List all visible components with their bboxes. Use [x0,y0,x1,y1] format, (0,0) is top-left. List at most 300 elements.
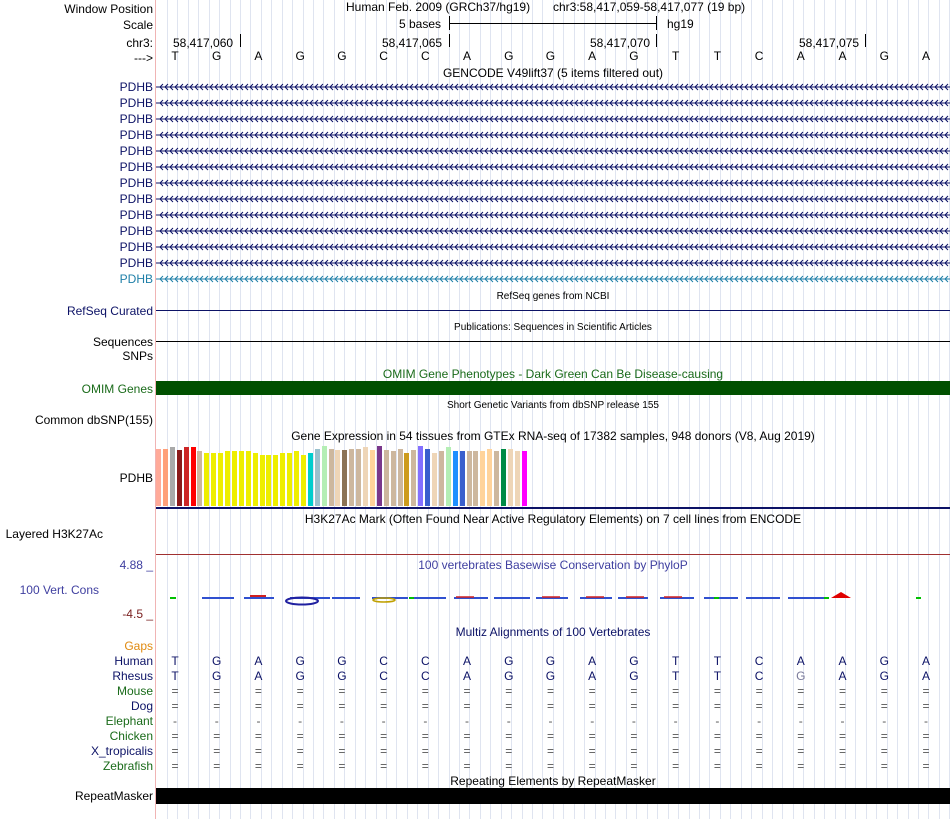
publications-track-line[interactable] [156,341,950,342]
alignment-base: = [505,699,513,713]
alignment-base: = [797,699,805,713]
alignment-base: G [545,669,556,683]
gtex-tissue-bar[interactable] [418,446,423,506]
alignment-base: A [254,669,263,683]
alignment-base: = [630,699,638,713]
gencode-title: GENCODE V49lift37 (5 items filtered out) [442,66,664,80]
base-letter: T [713,49,722,63]
alignment-base: = [296,759,304,773]
gtex-tissue-bar[interactable] [487,449,492,506]
species-label[interactable]: Human [114,654,153,668]
gencode-transcript-line[interactable] [156,242,950,252]
base-letter: G [212,49,222,63]
gencode-transcript-line[interactable] [156,82,950,92]
gtex-tissue-bar[interactable] [473,451,478,506]
base-letter: G [337,49,347,63]
alignment-base: = [880,744,888,758]
gtex-tissue-bar[interactable] [501,449,506,506]
alignment-base: = [505,684,513,698]
alignment-base: = [755,699,763,713]
gencode-transcript-line[interactable] [156,98,950,108]
alignment-base: A [921,654,930,668]
sequences-label[interactable]: Sequences [92,335,153,349]
alignment-base: = [296,729,304,743]
scale-bar-right-tick [656,16,657,30]
alignment-base: = [380,684,388,698]
alignment-base: A [838,654,847,668]
alignment-base: = [755,744,763,758]
alignment-base: = [713,744,721,758]
alignment-base: = [672,759,680,773]
alignment-base: A [254,654,263,668]
alignment-base: T [171,654,179,668]
species-label[interactable]: Zebrafish [102,759,153,773]
gtex-tissue-bar[interactable] [184,447,189,506]
gencode-item-label[interactable]: PDHB [119,256,153,270]
alignment-base: - [840,714,845,728]
alignment-base: = [254,699,262,713]
alignment-base: = [588,744,596,758]
alignment-base: = [505,729,513,743]
alignment-base: G [504,654,514,668]
alignment-base: = [213,684,221,698]
refseq-label[interactable]: RefSeq Curated [66,304,153,318]
gencode-item-label[interactable]: PDHB [119,160,153,174]
alignment-base: = [338,744,346,758]
scale-assembly: hg19 [667,17,694,31]
alignment-base: = [713,759,721,773]
position-title: chr3:58,417,059-58,417,077 (19 bp) [553,0,746,14]
alignment-base: A [463,654,472,668]
base-letter: A [588,49,597,63]
gtex-tissue-bar[interactable] [480,451,485,506]
alignment-base: = [880,729,888,743]
alignment-base: A [921,669,930,683]
alignment-base: = [797,729,805,743]
alignment-base: - [923,714,928,728]
alignment-base: G [796,669,806,683]
alignment-base: = [171,699,179,713]
repeatmasker-title: Repeating Elements by RepeatMasker [450,774,656,788]
gtex-tissue-bar[interactable] [239,451,244,506]
alignment-base: = [380,699,388,713]
gtex-tissue-bar[interactable] [404,453,409,506]
gtex-tissue-bar[interactable] [177,450,182,506]
alignment-base: = [880,699,888,713]
alignment-base: - [715,714,720,728]
alignment-base: = [922,744,930,758]
base-letter: G [629,49,639,63]
alignment-base: C [379,654,388,668]
assembly-title: Human Feb. 2009 (GRCh37/hg19) [346,0,531,14]
gtex-tissue-bar[interactable] [329,449,334,506]
alignment-base: = [797,759,805,773]
alignment-base: - [173,714,177,728]
alignment-base: = [380,759,388,773]
alignment-base: = [546,699,554,713]
alignment-base: = [505,759,513,773]
gtex-tissue-bar[interactable] [508,449,513,506]
gencode-item-label[interactable]: PDHB [119,192,153,206]
gtex-tissue-bar[interactable] [356,449,361,506]
alignment-base: = [546,684,554,698]
window-position-label: Window Position [64,2,153,16]
gtex-tissue-bar[interactable] [301,455,306,506]
alignment-base: = [546,744,554,758]
repeatmasker-bar[interactable] [156,788,950,804]
species-label[interactable]: Elephant [105,714,153,728]
gencode-item-label[interactable]: PDHB [119,128,153,142]
alignment-base: = [421,744,429,758]
alignment-base: = [171,759,179,773]
alignment-base: = [463,699,471,713]
alignment-base: = [505,744,513,758]
gtex-tissue-bar[interactable] [467,451,472,506]
base-letter: G [295,49,305,63]
alignment-base: = [630,729,638,743]
base-letter: A [254,49,263,63]
gtex-tissue-bar[interactable] [460,451,465,506]
alignment-base: = [213,744,221,758]
omim-title: OMIM Gene Phenotypes - Dark Green Can Be Disease-causing [382,367,724,381]
alignment-base: - [590,714,595,728]
gtex-tissue-bar[interactable] [349,449,354,506]
alignment-base: = [296,744,304,758]
alignment-base: = [839,729,847,743]
base-letter: C [754,49,764,63]
alignment-base: = [755,684,763,698]
alignment-base: = [254,744,262,758]
alignment-base: = [463,744,471,758]
gtex-tissue-bar[interactable] [218,453,223,506]
gtex-tissue-bar[interactable] [398,449,403,506]
gtex-tissue-bar[interactable] [315,449,320,506]
chrom-label: chr3: [126,36,153,50]
alignment-base: G [295,654,305,668]
base-letter: T [171,49,179,63]
gtex-tissue-bar[interactable] [287,453,292,506]
alignment-base: = [463,759,471,773]
scale-text: 5 bases [399,17,442,31]
alignment-base: = [755,729,763,743]
alignment-base: = [630,759,638,773]
phylop-max-label: 4.88 _ [119,558,153,572]
alignment-base: - [339,714,344,728]
alignment-base: - [465,714,470,728]
gtex-tissue-bar[interactable] [308,453,313,506]
alignment-base: G [629,669,639,683]
refseq-track-line[interactable] [156,310,950,311]
coord-tick [449,34,450,47]
gencode-item-label[interactable]: PDHB [119,144,153,158]
alignment-base: T [171,669,179,683]
h3k27ac-label[interactable]: Layered H3K27Ac [5,527,103,541]
alignment-base: G [879,669,889,683]
alignment-base: = [254,684,262,698]
gtex-tissue-bar[interactable] [391,451,396,506]
alignment-base: = [839,759,847,773]
gtex-baseline [156,507,950,509]
alignment-base: = [421,759,429,773]
alignment-base: - [882,714,887,728]
gencode-transcript-line[interactable] [156,194,950,204]
coord-label: 58,417,065 [382,36,443,50]
coord-tick [865,34,866,47]
alignment-base: = [880,684,888,698]
alignment-base: = [630,744,638,758]
alignment-base: G [879,654,889,668]
alignment-base: = [213,729,221,743]
alignment-base: T [713,669,722,683]
gtex-tissue-bar[interactable] [453,451,458,506]
alignment-base: = [296,699,304,713]
gtex-tissue-bar[interactable] [494,451,499,506]
alignment-base: C [754,654,764,668]
alignment-base: G [212,669,222,683]
gencode-item-label[interactable]: PDHB [119,112,153,126]
alignment-base: G [629,654,639,668]
gtex-tissue-bar[interactable] [204,453,209,506]
alignment-base: = [630,684,638,698]
gtex-tissue-bar[interactable] [370,450,375,506]
gtex-tissue-bar[interactable] [335,450,340,506]
alignment-base: = [880,759,888,773]
gencode-item-label[interactable]: PDHB [119,224,153,238]
gtex-tissue-bar[interactable] [384,450,389,506]
alignment-base: - [423,714,428,728]
publications-title: Publications: Sequences in Scientific Articles [454,322,652,333]
alignment-base: A [463,669,472,683]
alignment-base: = [588,759,596,773]
alignment-base: = [380,744,388,758]
strand-label: ---> [134,51,153,65]
alignment-base: = [380,729,388,743]
base-letter: A [921,49,930,63]
alignment-base: G [504,669,514,683]
gtex-bar-chart[interactable] [156,444,556,506]
omim-bar[interactable] [156,381,950,395]
h3k27ac-baseline[interactable] [156,554,950,555]
alignment-base: T [671,669,680,683]
gtex-tissue-bar[interactable] [163,449,168,506]
alignment-base: - [506,714,511,728]
gtex-tissue-bar[interactable] [232,451,237,506]
alignment-base: = [546,729,554,743]
alignment-base: - [757,714,762,728]
gtex-tissue-bar[interactable] [246,451,251,506]
alignment-base: = [463,729,471,743]
gencode-transcript-line[interactable] [156,226,950,236]
alignment-base: = [171,744,179,758]
base-letter: G [504,49,514,63]
alignment-base: = [672,684,680,698]
gtex-tissue-bar[interactable] [294,451,299,506]
alignment-base: = [797,684,805,698]
alignment-base: = [421,699,429,713]
alignment-base: = [922,729,930,743]
gtex-tissue-bar[interactable] [432,453,437,506]
gtex-tissue-bar[interactable] [211,453,216,506]
alignment-base: = [254,759,262,773]
coord-label: 58,417,070 [590,36,651,50]
gencode-item-label[interactable]: PDHB [119,240,153,254]
gencode-transcript-line[interactable] [156,162,950,172]
alignment-base: = [254,729,262,743]
species-label[interactable]: Rhesus [112,669,153,683]
alignment-base: = [922,759,930,773]
alignment-base: G [295,669,305,683]
alignment-base: = [421,729,429,743]
h3k27ac-title: H3K27Ac Mark (Often Found Near Active Regulatory Elements) on 7 cell lines from ENCODE [304,512,802,526]
gencode-item-label[interactable]: PDHB [119,96,153,110]
species-label[interactable]: Dog [130,699,153,713]
phylop-min-label: -4.5 _ [122,607,153,621]
gencode-transcript-line[interactable] [156,178,950,188]
gtex-tissue-bar[interactable] [260,455,265,506]
refseq-title: RefSeq genes from NCBI [496,291,610,302]
phylop-title: 100 vertebrates Basewise Conservation by PhyloP [418,558,688,572]
gtex-tissue-bar[interactable] [439,451,444,506]
alignment-base: = [588,729,596,743]
alignment-base: = [588,684,596,698]
gtex-tissue-bar[interactable] [515,451,520,506]
alignment-base: G [212,654,222,668]
gtex-tissue-bar[interactable] [342,450,347,506]
alignment-base: = [171,684,179,698]
gtex-tissue-bar[interactable] [322,446,327,506]
base-letter: A [796,49,805,63]
alignment-base: - [214,714,219,728]
alignment-base: C [420,669,430,683]
phylop-label[interactable]: 100 Vert. Cons [19,583,99,597]
gencode-transcript-line[interactable] [156,114,950,124]
coord-tick [240,34,241,47]
alignment-base: = [839,699,847,713]
scale-label: Scale [122,18,153,32]
multiz-title: Multiz Alignments of 100 Vertebrates [455,625,651,639]
alignment-base: A [796,654,805,668]
gtex-tissue-bar[interactable] [363,447,368,506]
alignment-base: = [839,684,847,698]
alignment-base: A [588,669,597,683]
alignment-base: G [545,654,556,668]
alignment-base: A [838,669,847,683]
gtex-tissue-bar[interactable] [273,455,278,506]
alignment-base: = [338,684,346,698]
gtex-tissue-bar[interactable] [266,455,271,506]
alignment-base: = [672,744,680,758]
dbsnp-title: Short Genetic Variants from dbSNP release 155 [447,400,659,411]
coord-tick [656,34,657,47]
repeatmasker-label[interactable]: RepeatMasker [74,789,153,803]
alignment-base: T [713,654,722,668]
alignment-base: - [798,714,803,728]
gencode-transcript-line[interactable] [156,258,950,268]
alignment-base: = [922,699,930,713]
scale-bar-left-tick [449,16,450,30]
base-letter: C [379,49,388,63]
gtex-title: Gene Expression in 54 tissues from GTEx RNA-seq of 17382 samples, 948 donors (V8, Aug 2019) [291,429,815,443]
alignment-base: = [588,699,596,713]
gtex-tissue-bar[interactable] [225,451,230,506]
alignment-base: A [588,654,597,668]
gaps-label[interactable]: Gaps [124,639,153,653]
alignment-base: = [672,699,680,713]
omim-label[interactable]: OMIM Genes [81,382,153,396]
alignment-base: = [546,759,554,773]
gencode-item-label[interactable]: PDHB [119,80,153,94]
alignment-base: - [256,714,261,728]
alignment-base: - [381,714,386,728]
alignment-base: - [298,714,303,728]
species-label[interactable]: Chicken [109,729,153,743]
alignment-base: = [672,729,680,743]
base-letter: A [838,49,847,63]
gencode-transcript-line[interactable] [156,210,950,220]
alignment-base: G [337,669,347,683]
gtex-tissue-bar[interactable] [253,453,258,506]
coord-label: 58,417,075 [799,36,860,50]
alignment-base: = [213,759,221,773]
gencode-item-label[interactable]: PDHB [119,176,153,190]
alignment-base: = [797,744,805,758]
alignment-base: - [548,714,553,728]
gtex-tissue-bar[interactable] [156,449,161,506]
base-letter: A [463,49,472,63]
alignment-base: = [213,699,221,713]
gencode-transcript-line[interactable] [156,146,950,156]
alignment-base: = [463,684,471,698]
base-letter: T [671,49,680,63]
phylop-glyph-track[interactable] [156,586,950,606]
snps-label[interactable]: SNPs [122,349,153,363]
alignment-base: = [713,699,721,713]
alignment-base: - [631,714,636,728]
alignment-base: = [421,684,429,698]
gtex-tissue-bar[interactable] [522,451,527,506]
gtex-tissue-bar[interactable] [411,450,416,506]
alignment-base: - [673,714,678,728]
gtex-tissue-bar[interactable] [280,453,285,506]
scale-bar [449,23,656,24]
dbsnp-label[interactable]: Common dbSNP(155) [34,413,153,427]
gtex-tissue-bar[interactable] [425,449,430,506]
gtex-tissue-bar[interactable] [377,446,382,506]
gtex-tissue-bar[interactable] [170,447,175,506]
base-letter: G [879,49,889,63]
base-letter: C [420,49,430,63]
alignment-base: = [296,684,304,698]
gtex-tissue-bar[interactable] [446,447,451,506]
alignment-base: = [839,744,847,758]
gtex-label[interactable]: PDHB [119,471,153,485]
gencode-item-label[interactable]: PDHB [119,208,153,222]
alignment-base: = [713,684,721,698]
alignment-base: C [420,654,430,668]
gencode-transcript-line[interactable] [156,274,950,284]
gencode-transcript-line[interactable] [156,130,950,140]
species-label[interactable]: Mouse [116,684,153,698]
alignment-base: T [671,654,680,668]
gtex-tissue-bar[interactable] [197,451,202,506]
alignment-base: = [713,729,721,743]
alignment-base: = [922,684,930,698]
alignment-base: = [338,699,346,713]
gencode-item-label[interactable]: PDHB [119,272,153,286]
gtex-tissue-bar[interactable] [191,447,196,506]
alignment-base: = [338,759,346,773]
species-label[interactable]: X_tropicalis [90,744,153,758]
